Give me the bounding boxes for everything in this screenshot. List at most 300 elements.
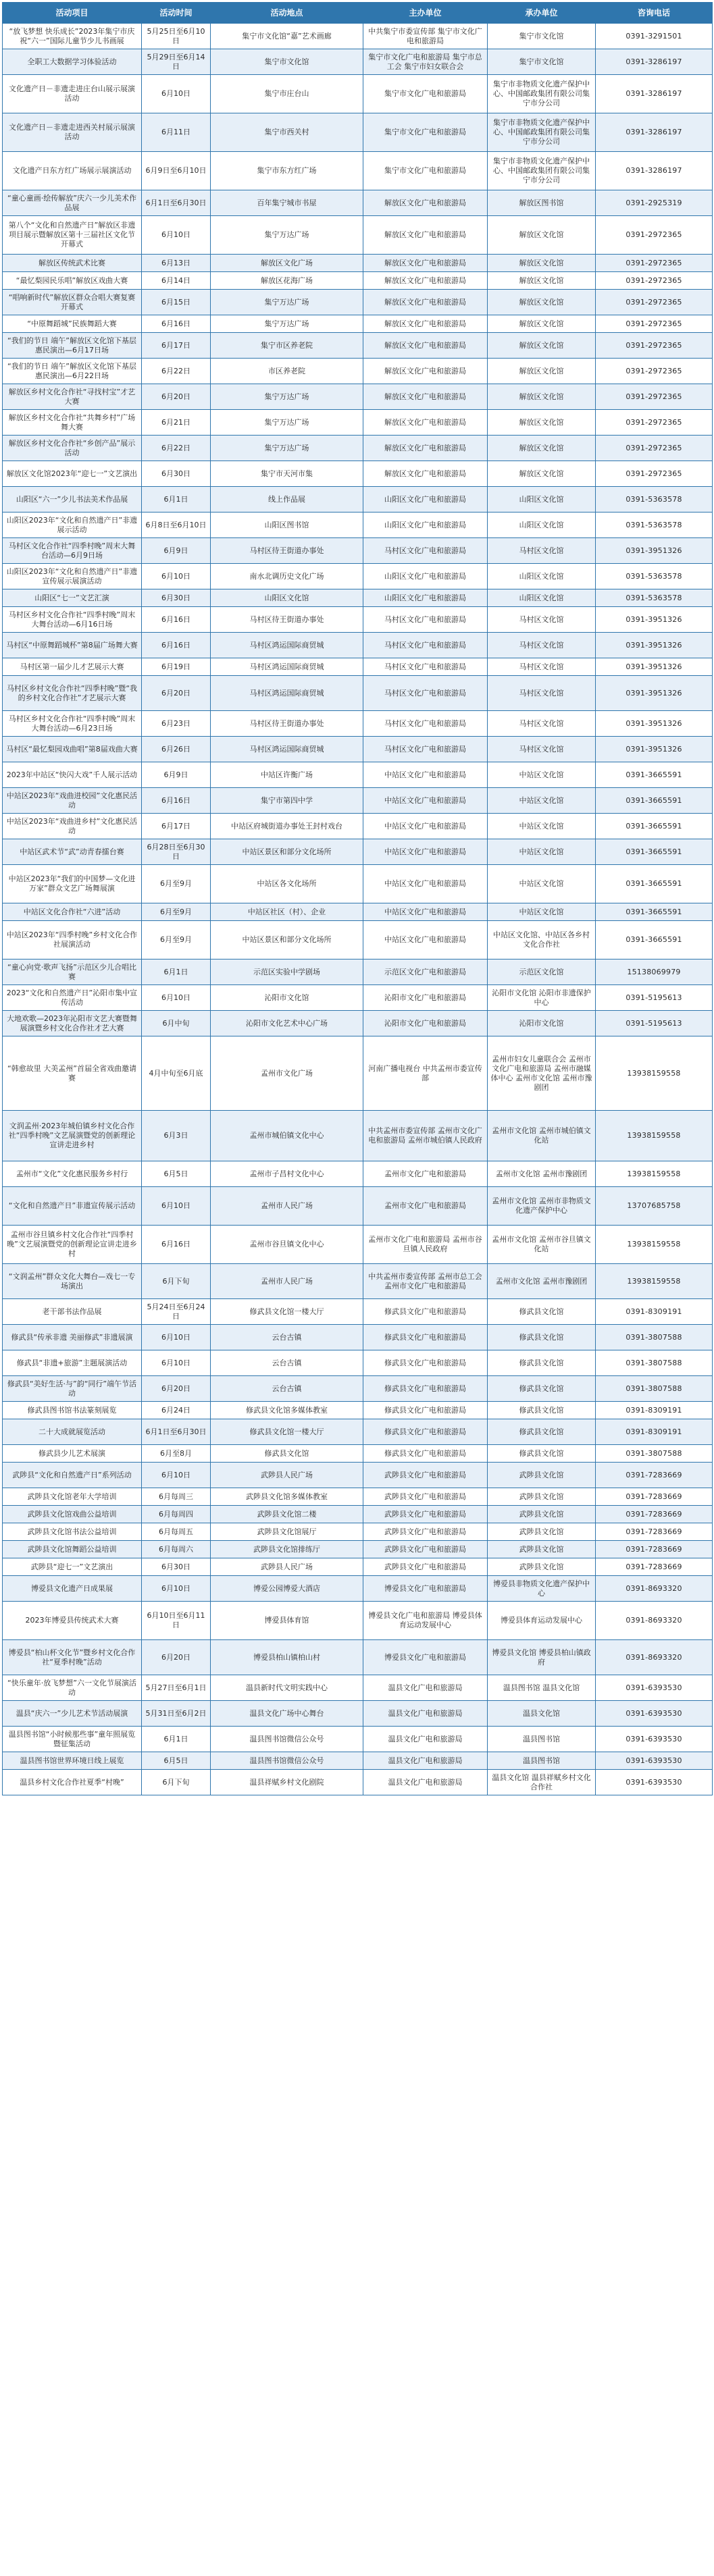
cell-location: 集宁市文化馆“嘉”艺术画廊 [211,24,363,49]
cell-organizer: 武陟县文化广电和旅游局 [363,1541,488,1558]
cell-phone: 0391-3665591 [596,839,713,865]
page [0,2,714,2576]
cell-project: “童心童画·绘传解放”庆六一少儿美术作品展 [3,190,142,216]
cell-executor: 马村区文化馆 [488,737,596,762]
cell-time: 6月9日至6月10日 [142,152,211,190]
cell-project: 中站区文化合作社“六进”活动 [3,903,142,921]
cell-executor: 武陟县文化馆 [488,1541,596,1558]
cell-phone: 0391-7283669 [596,1541,713,1558]
cell-executor: 修武县文化馆 [488,1325,596,1350]
cell-phone: 0391-3291501 [596,24,713,49]
cell-time: 6月5日 [142,1752,211,1770]
cell-project: 大地欢歌—2023年沁阳市文艺大赛暨舞展演暨乡村文化合作社才艺大赛 [3,1011,142,1036]
table-row [3,676,713,711]
cell-time: 6月26日 [142,737,211,762]
cell-location: 中站区景区和部分文化场所 [211,921,363,960]
cell-time: 6月30日 [142,1558,211,1576]
cell-phone: 0391-8693320 [596,1576,713,1602]
cell-location: 马村区鸿运国际商贸城 [211,658,363,676]
table-row [3,1445,713,1463]
cell-phone: 0391-3665591 [596,865,713,903]
cell-location: 集宁万达广场 [211,216,363,255]
table-row [3,865,713,903]
cell-executor: 解放区文化馆 [488,255,596,272]
cell-phone: 0391-7283669 [596,1488,713,1506]
cell-location: 温县图书馆微信公众号 [211,1752,363,1770]
cell-location: 武陟县文化馆多媒体教室 [211,1488,363,1506]
cell-executor: 马村区文化馆 [488,607,596,633]
table-row [3,1264,713,1299]
cell-executor: 修武县文化馆 [488,1376,596,1402]
cell-location: 马村区待王街道办事处 [211,538,363,564]
cell-project: 温县“庆六一”少儿艺术节活动展演 [3,1701,142,1727]
table-row [3,290,713,315]
cell-executor: 博爱县体育运动发展中心 [488,1602,596,1640]
cell-phone: 0391-7283669 [596,1558,713,1576]
table-row [3,1350,713,1376]
cell-phone: 0391-5195613 [596,1011,713,1036]
cell-project: 修武县图书馆书法篆刻展览 [3,1402,142,1419]
cell-project: 2023“文化和自然遗产日”沁阳市集中宣传活动 [3,985,142,1011]
cell-time: 6月每周六 [142,1541,211,1558]
cell-location: 修武县文化馆 [211,1445,363,1463]
cell-project: “文润孟州”群众文化大舞台—戏七一专场演出 [3,1264,142,1299]
table-row [3,512,713,538]
cell-phone: 0391-3951326 [596,633,713,658]
table-row [3,1402,713,1419]
cell-project: 马村区乡村文化合作社“四季村晚”周末大舞台活动—6月16日场 [3,607,142,633]
cell-organizer: 马村区文化广电和旅游局 [363,658,488,676]
cell-project: 修武县“非遗+旅游”主题展演活动 [3,1350,142,1376]
cell-organizer: 修武县文化广电和旅游局 [363,1445,488,1463]
table-row [3,1701,713,1727]
table-row [3,1325,713,1350]
table-row [3,1523,713,1541]
cell-project: “最忆梨园民乐唱”解放区戏曲大赛 [3,272,142,290]
table-row [3,762,713,788]
table-row [3,1541,713,1558]
cell-project: 中站区2023年“我们的中国梦—文化进万家”群众文艺广场舞展演 [3,865,142,903]
activity-table [2,2,713,1795]
table-row [3,788,713,814]
table-row [3,1011,713,1036]
cell-time: 6月11日 [142,113,211,152]
cell-organizer: 温县文化广电和旅游局 [363,1675,488,1701]
cell-location: 集宁万达广场 [211,410,363,436]
cell-executor: 马村区文化馆 [488,676,596,711]
cell-organizer: 中站区文化广电和旅游局 [363,903,488,921]
cell-time: 6月20日 [142,384,211,410]
cell-project: 马村区“最忆梨园戏曲唱”第8届戏曲大赛 [3,737,142,762]
table-row [3,589,713,607]
cell-executor: 解放区文化馆 [488,436,596,461]
cell-time: 6月9日 [142,538,211,564]
cell-phone: 0391-6393530 [596,1752,713,1770]
cell-location: 武陟县文化馆排练厅 [211,1541,363,1558]
cell-time: 6月3日 [142,1111,211,1161]
cell-phone: 0391-6393530 [596,1675,713,1701]
cell-project: 2023年中站区“快闪大戏”千人展示活动 [3,762,142,788]
cell-time: 6月21日 [142,410,211,436]
table-row [3,1488,713,1506]
cell-location: 集宁万达广场 [211,384,363,410]
cell-location: 温县新时代文明实践中心 [211,1675,363,1701]
cell-executor: 集宁市文化馆 [488,24,596,49]
cell-executor: 马村区文化馆 [488,658,596,676]
cell-phone: 0391-7283669 [596,1523,713,1541]
cell-project: 武陟县文化馆老年大学培训 [3,1488,142,1506]
cell-organizer: 山阳区文化广电和旅游局 [363,564,488,589]
table-row [3,903,713,921]
cell-executor: 解放区文化馆 [488,290,596,315]
cell-location: 云台古镇 [211,1376,363,1402]
cell-phone: 0391-3286197 [596,49,713,75]
cell-organizer: 解放区文化广电和旅游局 [363,359,488,384]
cell-phone: 0391-3951326 [596,676,713,711]
cell-organizer: 马村区文化广电和旅游局 [363,633,488,658]
cell-executor: 孟州市文化馆 孟州市非物质文化遗产保护中心 [488,1187,596,1226]
cell-project: 马村区文化合作社“四季村晚”周末大舞台活动—6月9日场 [3,538,142,564]
cell-executor: 孟州市妇女儿童联合会 孟州市文化广电和旅游局 孟州市融媒体中心 孟州市文化馆 孟州市豫剧团 [488,1036,596,1111]
cell-executor: 马村区文化馆 [488,711,596,737]
cell-phone: 0391-5363578 [596,589,713,607]
table-row [3,1576,713,1602]
cell-time: 6月17日 [142,333,211,359]
cell-executor: 中站区文化馆 [488,788,596,814]
table-row [3,1376,713,1402]
cell-project: 全职工大数据学习体验活动 [3,49,142,75]
cell-executor: 集宁市文化馆 [488,49,596,75]
table-row [3,461,713,487]
cell-location: 孟州市子昌村文化中心 [211,1161,363,1187]
cell-location: 中站区各文化场所 [211,865,363,903]
cell-organizer: 中站区文化广电和旅游局 [363,839,488,865]
cell-project: 马村区“中原舞蹈城杯”第8届广场舞大赛 [3,633,142,658]
table-row [3,190,713,216]
cell-location: 山阳区文化馆 [211,589,363,607]
table-row [3,1640,713,1675]
cell-organizer: 孟州市文化广电和旅游局 孟州市谷旦镇人民政府 [363,1226,488,1264]
cell-project: 武陟县“文化和自然遗产日”系列活动 [3,1463,142,1488]
cell-phone: 0391-3665591 [596,903,713,921]
cell-location: 中站区社区（村）、企业 [211,903,363,921]
cell-organizer: 解放区文化广电和旅游局 [363,190,488,216]
cell-location: 武陟县文化馆二楼 [211,1506,363,1523]
cell-time: 6月8日至6月10日 [142,512,211,538]
cell-location: 解放区文化广场 [211,255,363,272]
cell-phone: 0391-3951326 [596,538,713,564]
cell-time: 6月5日 [142,1161,211,1187]
cell-location: 云台古镇 [211,1325,363,1350]
cell-organizer: 集宁市文化广电和旅游局 集宁市总工会 集宁市妇女联合会 [363,49,488,75]
cell-location: 线上作品展 [211,487,363,512]
cell-executor: 修武县文化馆 [488,1299,596,1325]
cell-executor: 中站区文化馆 [488,903,596,921]
cell-project: 山阳区“六一”少儿书法美术作品展 [3,487,142,512]
cell-location: 温县图书馆微信公众号 [211,1727,363,1752]
cell-phone: 13938159558 [596,1264,713,1299]
cell-phone: 0391-6393530 [596,1701,713,1727]
cell-organizer: 中站区文化广电和旅游局 [363,788,488,814]
cell-executor: 孟州市文化馆 孟州市城伯镇文化站 [488,1111,596,1161]
cell-project: 解放区文化馆2023年“迎七一”文艺演出 [3,461,142,487]
cell-phone: 0391-2972365 [596,410,713,436]
cell-phone: 0391-2972365 [596,290,713,315]
cell-organizer: 解放区文化广电和旅游局 [363,216,488,255]
cell-organizer: 武陟县文化广电和旅游局 [363,1488,488,1506]
cell-executor: 温县文化馆 温县祥赋乡村文化合作社 [488,1770,596,1795]
cell-phone: 0391-2972365 [596,255,713,272]
cell-location: 解放区花海广场 [211,272,363,290]
cell-project: “唱响新时代”解放区群众合唱大赛复赛开幕式 [3,290,142,315]
cell-organizer: 博爱县文化广电和旅游局 [363,1640,488,1675]
table-row [3,633,713,658]
cell-organizer: 中共孟州市委宣传部 孟州市文化广电和旅游局 孟州市城伯镇人民政府 [363,1111,488,1161]
cell-phone: 0391-7283669 [596,1506,713,1523]
cell-time: 6月10日 [142,75,211,113]
cell-project: 二十大成就展览活动 [3,1419,142,1445]
cell-phone: 0391-3807588 [596,1445,713,1463]
cell-project: 武陟县文化馆戏曲公益培训 [3,1506,142,1523]
cell-organizer: 温县文化广电和旅游局 [363,1752,488,1770]
cell-project: 中站区2023年“戏曲进校园”文化惠民活动 [3,788,142,814]
cell-phone: 0391-5363578 [596,512,713,538]
cell-time: 6月10日 [142,985,211,1011]
cell-executor: 武陟县文化馆 [488,1488,596,1506]
cell-project: 温县乡村文化合作社夏季“村晚” [3,1770,142,1795]
cell-project: 修武县“传承非遗 美丽修武”非遗展演 [3,1325,142,1350]
cell-time: 6月每周五 [142,1523,211,1541]
cell-location: 马村区鸿运国际商贸城 [211,633,363,658]
cell-location: 集宁万达广场 [211,436,363,461]
cell-time: 6月每周三 [142,1488,211,1506]
cell-project: 山阳区“七一”文艺汇演 [3,589,142,607]
cell-time: 6月中旬 [142,1011,211,1036]
cell-time: 6月10日 [142,564,211,589]
table-row [3,1463,713,1488]
table-row [3,1111,713,1161]
cell-location: 武陟县人民广场 [211,1558,363,1576]
cell-time: 6月1日至6月30日 [142,1419,211,1445]
cell-executor: 孟州市文化馆 孟州市豫剧团 [488,1264,596,1299]
cell-organizer: 解放区文化广电和旅游局 [363,290,488,315]
cell-organizer: 解放区文化广电和旅游局 [363,410,488,436]
cell-project: “中原舞蹈城”民族舞蹈大赛 [3,315,142,333]
cell-time: 6月30日 [142,461,211,487]
cell-organizer: 博爱县文化广电和旅游局 博爱县体育运动发展中心 [363,1602,488,1640]
cell-organizer: 修武县文化广电和旅游局 [363,1402,488,1419]
table-row [3,1675,713,1701]
cell-location: 集宁市第四中学 [211,788,363,814]
table-row [3,216,713,255]
table-row [3,1727,713,1752]
cell-location: 集宁万达广场 [211,315,363,333]
cell-location: 马村区待王街道办事处 [211,607,363,633]
cell-organizer: 马村区文化广电和旅游局 [363,711,488,737]
cell-executor: 集宁市非物质文化遗产保护中心、中国邮政集团有限公司集宁市分公司 [488,113,596,152]
cell-time: 6月10日至6月11日 [142,1602,211,1640]
cell-project: “文化和自然遗产日”非遗宣传展示活动 [3,1187,142,1226]
cell-project: “我们的节日 端午”解放区文化馆下基层惠民演出—6月17日场 [3,333,142,359]
cell-location: 温县祥赋乡村文化剧院 [211,1770,363,1795]
cell-location: 山阳区图书馆 [211,512,363,538]
cell-phone: 0391-3286197 [596,152,713,190]
cell-time: 6月下旬 [142,1770,211,1795]
cell-time: 6月至8月 [142,1445,211,1463]
cell-phone: 13707685758 [596,1187,713,1226]
cell-location: 百年集宁城市书屋 [211,190,363,216]
cell-organizer: 中共孟州市委宣传部 孟州市总工会 孟州市文化广电和旅游局 [363,1264,488,1299]
table-row [3,607,713,633]
cell-phone: 0391-6393530 [596,1727,713,1752]
cell-time: 6月下旬 [142,1264,211,1299]
cell-organizer: 马村区文化广电和旅游局 [363,676,488,711]
cell-time: 5月25日至6月10日 [142,24,211,49]
cell-location: 孟州市人民广场 [211,1187,363,1226]
table-row [3,1226,713,1264]
table-row [3,49,713,75]
cell-organizer: 河南广播电视台 中共孟州市委宣传部 [363,1036,488,1111]
cell-project: 解放区传统武术比赛 [3,255,142,272]
cell-time: 6月至9月 [142,865,211,903]
table-row [3,1299,713,1325]
cell-organizer: 修武县文化广电和旅游局 [363,1419,488,1445]
header-executor: 承办单位 [488,3,596,24]
cell-executor: 沁阳市文化馆 沁阳市非遗保护中心 [488,985,596,1011]
cell-organizer: 温县文化广电和旅游局 [363,1727,488,1752]
cell-executor: 解放区文化馆 [488,384,596,410]
cell-phone: 0391-3807588 [596,1325,713,1350]
cell-location: 马村区待王街道办事处 [211,711,363,737]
cell-phone: 0391-2972365 [596,216,713,255]
cell-time: 6月至9月 [142,903,211,921]
cell-organizer: 解放区文化广电和旅游局 [363,333,488,359]
header-organizer: 主办单位 [363,3,488,24]
cell-phone: 0391-3665591 [596,788,713,814]
cell-project: 第八个“文化和自然遗产日”解放区非遗项目展示暨解放区第十三届社区文化节开幕式 [3,216,142,255]
cell-organizer: 孟州市文化广电和旅游局 [363,1187,488,1226]
cell-organizer: 温县文化广电和旅游局 [363,1701,488,1727]
cell-location: 沁阳市文化馆 [211,985,363,1011]
cell-project: 文润孟州·2023年城伯镇乡村文化合作社“四季村晚”文艺展演暨党的创新理论宣讲走进乡村 [3,1111,142,1161]
cell-executor: 中站区文化馆 [488,865,596,903]
cell-time: 6月13日 [142,255,211,272]
cell-project: “童心向党·歌声飞扬”示范区少儿合唱比赛 [3,960,142,985]
cell-location: 南水北调历史文化广场 [211,564,363,589]
cell-phone: 0391-3951326 [596,607,713,633]
cell-project: “韩愈故里 大美孟州”首届全省戏曲邀请赛 [3,1036,142,1111]
cell-organizer: 修武县文化广电和旅游局 [363,1325,488,1350]
cell-location: 孟州市文化广场 [211,1036,363,1111]
cell-phone: 13938159558 [596,1036,713,1111]
cell-project: 孟州市“文化”文化惠民服务乡村行 [3,1161,142,1187]
cell-executor: 中站区文化馆 [488,814,596,839]
cell-project: 文化遗产日－非遗走进西关村展示展演活动 [3,113,142,152]
cell-organizer: 武陟县文化广电和旅游局 [363,1523,488,1541]
cell-organizer: 解放区文化广电和旅游局 [363,255,488,272]
cell-phone: 0391-5195613 [596,985,713,1011]
header-time: 活动时间 [142,3,211,24]
cell-phone: 0391-8693320 [596,1602,713,1640]
cell-organizer: 示范区文化广电和旅游局 [363,960,488,985]
table-row [3,1602,713,1640]
cell-location: 武陟县人民广场 [211,1463,363,1488]
cell-location: 集宁市东方红广场 [211,152,363,190]
cell-time: 5月27日至6月1日 [142,1675,211,1701]
cell-organizer: 解放区文化广电和旅游局 [363,315,488,333]
cell-executor: 中站区文化馆 [488,762,596,788]
table-row [3,658,713,676]
table-row [3,1419,713,1445]
cell-organizer: 集宁市文化广电和旅游局 [363,152,488,190]
cell-project: 修武县“美好生活·与”韵“同行”端午节活动 [3,1376,142,1402]
cell-executor: 武陟县文化馆 [488,1463,596,1488]
cell-organizer: 博爱县文化广电和旅游局 [363,1576,488,1602]
cell-project: 马村区乡村文化合作社“四季村晚”暨“我的乡村文化合作社”才艺展示大赛 [3,676,142,711]
cell-organizer: 中站区文化广电和旅游局 [363,814,488,839]
table-row [3,384,713,410]
cell-time: 6月20日 [142,1640,211,1675]
cell-organizer: 山阳区文化广电和旅游局 [363,487,488,512]
cell-project: 博爱县“柏山杯文化节”暨乡村文化合作社“夏季村晚”活动 [3,1640,142,1675]
cell-organizer: 马村区文化广电和旅游局 [363,737,488,762]
cell-location: 修武县文化馆一楼大厅 [211,1419,363,1445]
cell-time: 6月1日 [142,960,211,985]
cell-executor: 解放区文化馆 [488,410,596,436]
cell-time: 6月20日 [142,1376,211,1402]
cell-executor: 修武县文化馆 [488,1419,596,1445]
cell-time: 4月中旬至6月底 [142,1036,211,1111]
cell-project: 山阳区2023年“文化和自然遗产日”非遗展示活动 [3,512,142,538]
cell-organizer: 修武县文化广电和旅游局 [363,1376,488,1402]
cell-organizer: 武陟县文化广电和旅游局 [363,1506,488,1523]
cell-phone: 0391-3665591 [596,762,713,788]
table-row [3,1187,713,1226]
table-row [3,960,713,985]
cell-phone: 0391-3286197 [596,75,713,113]
table-row [3,737,713,762]
cell-location: 孟州市城伯镇文化中心 [211,1111,363,1161]
cell-executor: 解放区文化馆 [488,315,596,333]
cell-organizer: 集宁市文化广电和旅游局 [363,75,488,113]
cell-executor: 解放区图书馆 [488,190,596,216]
cell-location: 集宁万达广场 [211,290,363,315]
cell-time: 6月10日 [142,1325,211,1350]
cell-organizer: 中站区文化广电和旅游局 [363,921,488,960]
cell-location: 集宁市庄台山 [211,75,363,113]
cell-organizer: 解放区文化广电和旅游局 [363,384,488,410]
cell-phone: 0391-8693320 [596,1640,713,1675]
cell-phone: 13938159558 [596,1161,713,1187]
cell-time: 6月1日至6月30日 [142,190,211,216]
cell-organizer: 武陟县文化广电和旅游局 [363,1463,488,1488]
cell-location: 温县文化广场中心舞台 [211,1701,363,1727]
cell-executor: 中站区文化馆 [488,839,596,865]
cell-project: 温县图书馆世界环境日线上展览 [3,1752,142,1770]
cell-phone: 0391-2972365 [596,359,713,384]
cell-time: 6月10日 [142,1576,211,1602]
cell-time: 6月16日 [142,315,211,333]
cell-location: 市区养老院 [211,359,363,384]
cell-executor: 山阳区文化馆 [488,564,596,589]
table-row [3,113,713,152]
cell-project: 温县图书馆“小时候那些事”童年照展览暨征集活动 [3,1727,142,1752]
cell-time: 6月至9月 [142,921,211,960]
cell-organizer: 中站区文化广电和旅游局 [363,762,488,788]
cell-executor: 温县图书馆 [488,1752,596,1770]
cell-executor: 修武县文化馆 [488,1445,596,1463]
cell-project: 解放区乡村文化合作社“乡创产品”展示活动 [3,436,142,461]
